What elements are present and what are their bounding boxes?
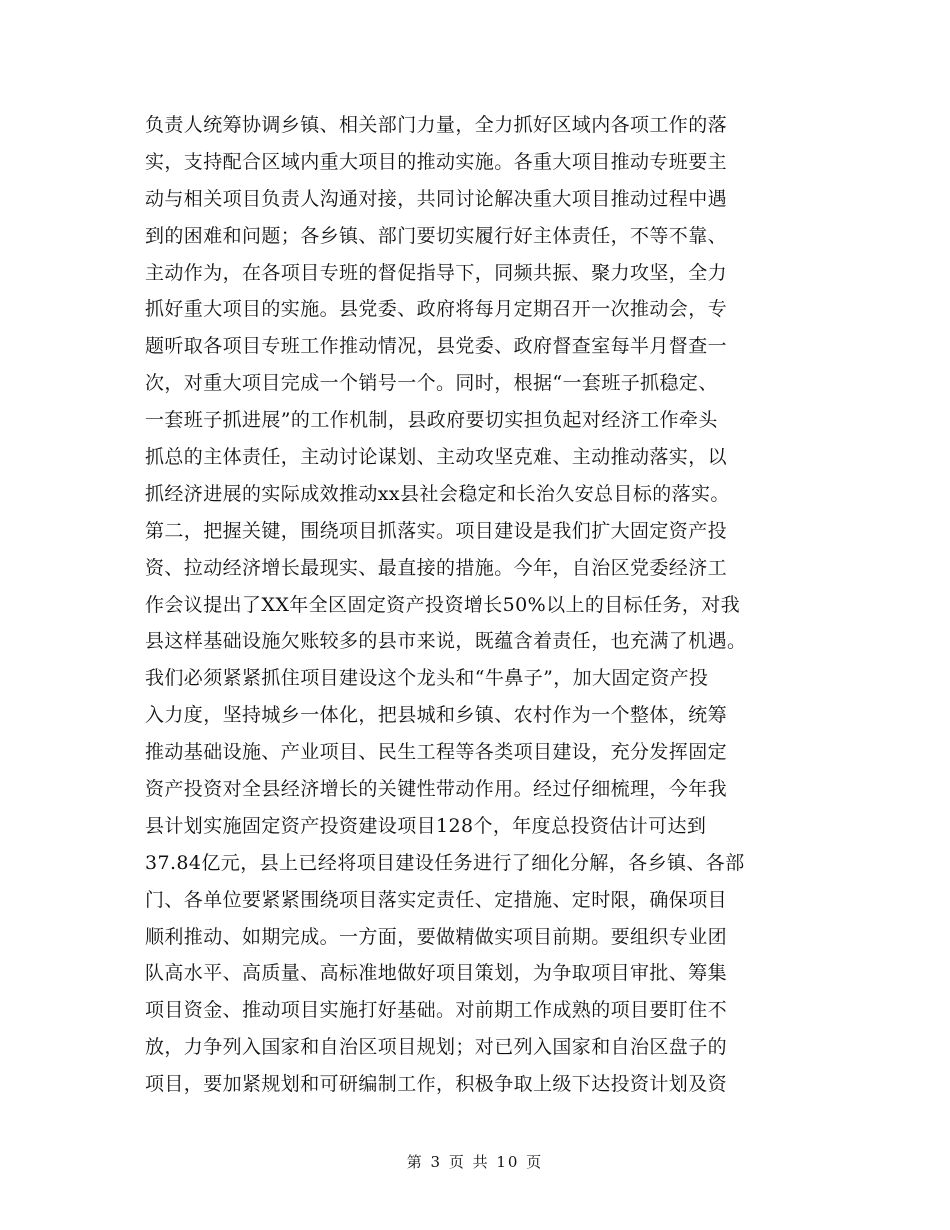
text-line: 抓经济进展的实际成效推动xx县社会稳定和长治久安总目标的落实。 [145, 482, 730, 505]
text-line: 项目资金、推动项目实施打好基础。对前期工作成熟的项目要盯住不 [145, 999, 728, 1022]
text-line: 我们必须紧紧抓住项目建设这个龙头和“牛鼻子”，加大固定资产投 [145, 667, 709, 690]
text-line: 推动基础设施、产业项目、民生工程等各类项目建设，充分发挥固定 [145, 741, 728, 764]
text-line: 门、各单位要紧紧围绕项目落实定责任、定措施、定时限，确保项目 [145, 888, 728, 911]
text-line: 资、拉动经济增长最现实、最直接的措施。今年，自治区党委经济工 [145, 556, 728, 579]
text-line: 入力度，坚持城乡一体化，把县城和乡镇、农村作为一个整体，统筹 [145, 704, 728, 727]
text-line: 一套班子抓进展”的工作机制，县政府要切实担负起对经济工作牵头 [145, 409, 718, 432]
text-line: 顺利推动、如期完成。一方面，要做精做实项目前期。要组织专业团 [145, 925, 728, 948]
text-line: 县计划实施固定资产投资建设项目128个，年度总投资估计可达到 [145, 814, 707, 837]
text-line: 题听取各项目专班工作推动情况，县党委、政府督查室每半月督查一 [145, 335, 728, 358]
text-line: 到的困难和问题；各乡镇、部门要切实履行好主体责任，不等不靠、 [145, 224, 728, 247]
text-line: 队高水平、高质量、高标准地做好项目策划，为争取项目审批、筹集 [145, 962, 728, 985]
text-line: 抓好重大项目的实施。县党委、政府将每月定期召开一次推动会，专 [145, 298, 728, 321]
text-line: 37.84亿元，县上已经将项目建设任务进行了细化分解，各乡镇、各部 [145, 851, 745, 874]
page-number-footer: 第 3 页 共 10 页 [406, 1153, 544, 1171]
text-line: 负责人统筹协调乡镇、相关部门力量，全力抓好区域内各项工作的落 [145, 114, 728, 136]
text-line: 县这样基础设施欠账较多的县市来说，既蕴含着责任，也充满了机遇。 [145, 630, 747, 653]
text-line: 项目，要加紧规划和可研编制工作，积极争取上级下达投资计划及资 [145, 1073, 728, 1096]
text-line: 动与相关项目负责人沟通对接，共同讨论解决重大项目推动过程中遇 [145, 187, 728, 210]
text-line: 次，对重大项目完成一个销号一个。同时，根据“一套班子抓稳定、 [145, 372, 718, 395]
text-line: 第二，把握关键，围绕项目抓落实。项目建设是我们扩大固定资产投 [145, 519, 728, 542]
body-text [145, 107, 825, 1103]
text-line: 抓总的主体责任，主动讨论谋划、主动攻坚克难、主动推动落实，以 [145, 446, 728, 469]
text-line: 主动作为，在各项目专班的督促指导下，同频共振、聚力攻坚，全力 [145, 261, 728, 284]
text-line: 实，支持配合区域内重大项目的推动实施。各重大项目推动专班要主 [145, 150, 728, 173]
text-line: 放，力争列入国家和自治区项目规划；对已列入国家和自治区盘子的 [145, 1036, 728, 1059]
text-line: 资产投资对全县经济增长的关键性带动作用。经过仔细梳理，今年我 [145, 778, 728, 801]
text-line: 作会议提出了XX年全区固定资产投资增长50%以上的目标任务，对我 [145, 593, 741, 616]
